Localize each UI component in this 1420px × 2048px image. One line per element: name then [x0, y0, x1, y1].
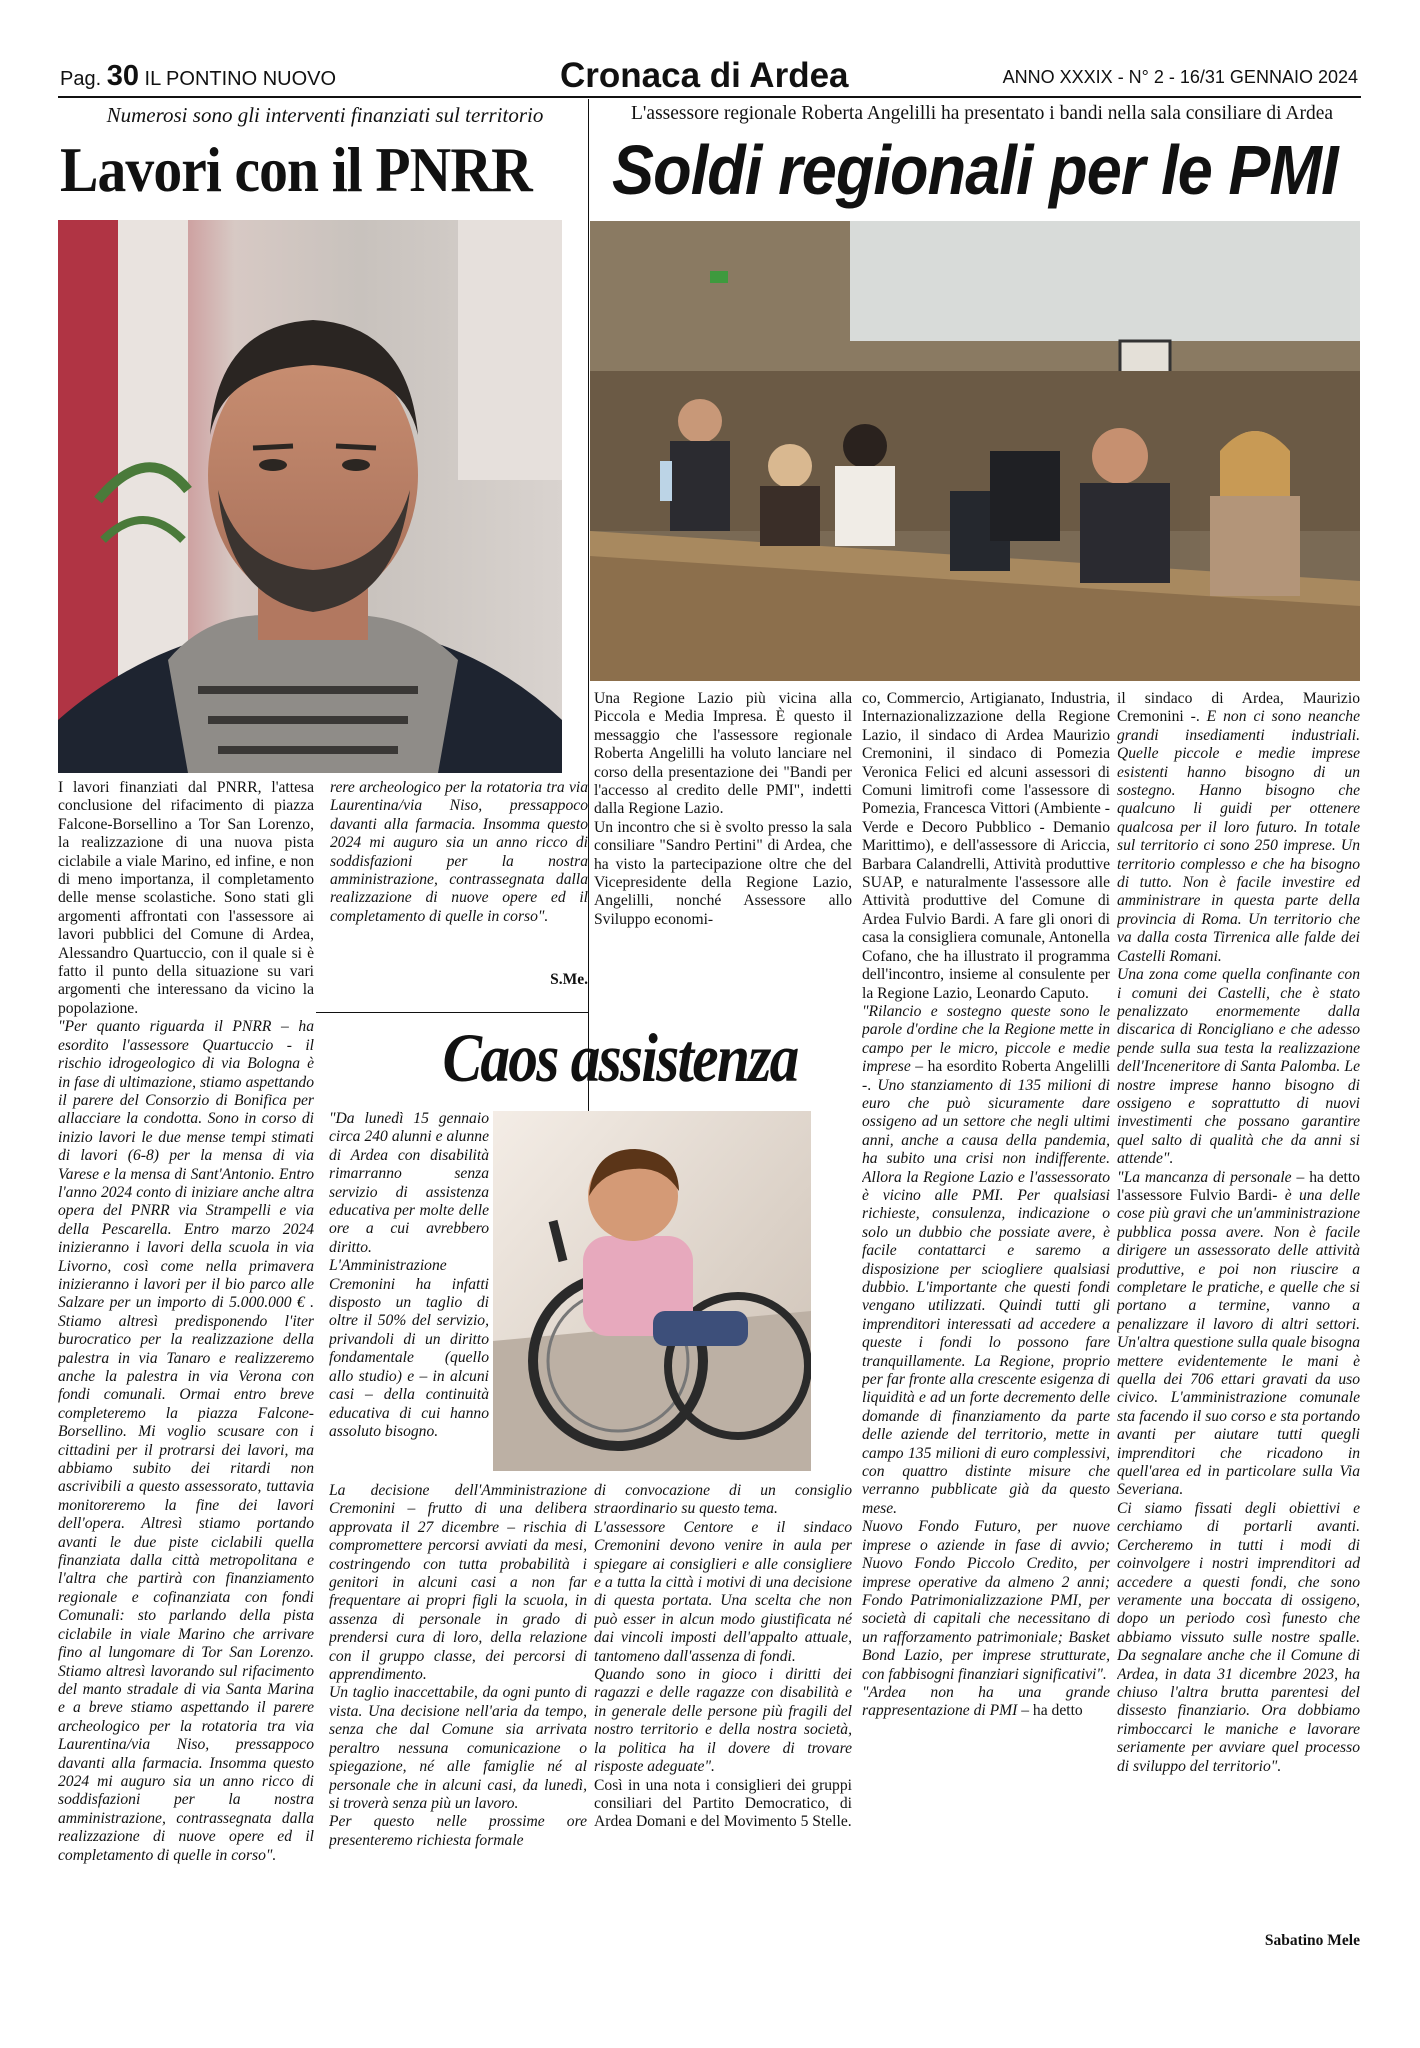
left-article-col-2	[330, 779, 588, 969]
caos-paragraph-4: Per questo nelle prossime ore presenteremo richiesta formale	[329, 1813, 587, 1849]
caos-title: Caos assistenza	[442, 1020, 798, 1096]
left-article-title: Lavori con il PNRR	[60, 134, 532, 205]
meeting-photo	[590, 221, 1360, 681]
left-article-quote: "Per quanto riguarda il PNRR – ha esordito l'assessore Quartuccio - il rischio idrogeologico di via Bologna è in fase di ultimazione, stiamo aspettando il parere del Consorzio di Bonifica per allacciare la condotta. Sono in corso di inizio lavori le due mense tempi stimati di lavori (6-8) per la mensa di via Varese e la mensa di Sant'Antonio. Entro l'anno 2024 conto di iniziare anche altra opera del PNRR via Strampelli e via della Pescarella. Entro marzo 2024 inizieranno i lavori della scuola in via Livorno, così come nella primavera inizieranno i lavori per il bio parco alle Salzare per un importo di 5.000.000 € . Stiamo altresì predisponendo l'iter burocratico per la realizzazione della palestra in via Tanaro e realizzeremo anche la palestra in via Verona con fondi comunali. Ormai entro breve completeremo la piazza Falcone-Borsellino. Mi voglio scusare con i cittadini per il protrarsi dei lavori, ma abbiamo subito dei ritardi non ascrivibili a questo assessorato, tuttavia monitoreremo la fine dei lavori dell'opera. Altresì stiamo portando avanti le due piste ciclabili quella finanziata dalla città metropolitana e l'altra che partirà con finanziamento regionale e cofinanziata con fondi Comunali: sto parlando della pista ciclabile in viale Marino che arrivare fino al lungomare di Tor San Lorenzo. Stiamo altresì lavorando sul rifacimento del manto stradale di via Santa Marina e a breve stiamo aspettando il parere archeologico per la rotatoria tra via Laurentina/via Niso, pressappoco davanti alla farmacia. Insomma questo 2024 mi auguro sia un anno ricco di soddisfazioni per la nostra amministrazione, contrassegnata dalla realizzazione di nuove opere ed il completamento di quelle in corso".	[58, 1018, 314, 1864]
issue-info: ANNO XXXIX - N° 2 - 16/31 GENNAIO 2024	[1002, 67, 1358, 87]
mayor-quote: E non ci sono neanche grandi insediamenti industriali. Quelle piccole e medie imprese esistenti hanno bisogno di un sostegno. Hanno bisogno che qualcuno li guidi per ottenere qualcosa per il loro futuro. In totale sul territorio ci sono 250 imprese. Un territorio complesso e che ha bisogno di tutto. Non è facile investire ed amministrare in questa parte della provincia di Roma. Un territorio che va dalla costa Tirrenica alle falde dei Castelli Romani.	[1117, 708, 1360, 965]
page-label: Pag.	[60, 68, 102, 90]
section-title: Cronaca di Ardea	[560, 56, 849, 95]
page-number-value: 30	[106, 60, 139, 92]
right-article-col-1	[594, 690, 852, 1022]
page-number	[60, 60, 336, 93]
right-article-intro: Una Regione Lazio più vicina alla Piccola e Media Impresa. È questo il messaggio che l'assessore regionale Roberta Angelilli ha voluto lanciare nel corso della presentazione dei "Bandi per l'accesso al credito delle PMI", indetti dalla Regione Lazio.	[594, 690, 852, 818]
left-article-signature: S.Me.	[550, 971, 588, 988]
header-rule	[58, 96, 1361, 98]
right-article-para-8: Una zona come quella confinante con i comuni dei Castelli, che è stato penalizzato enormemente dalla discarica di Roncigliano e che adesso pende sulla sua testa la realizzazione dell'Inceneritore di Santa Palomba. Le nostre imprese hanno bisogno di ossigeno e soprattutto di nuovi investimenti che possano garantire quel salto di qualità che da anni si attende".	[1117, 966, 1360, 1168]
right-article-para-10: Ci siamo fissati degli obiettivi e cerchiamo di portarli avanti. Cercheremo in tutti i modi di coinvolgere i nostri imprenditori ad accedere a questi fondi, che sono veramente una boccata di ossigeno, dopo un periodo così funesto che abbiamo vissuto sulle nostre spalle. Da segnalare anche che il Comune di Ardea, in data 31 dicembre 2023, ha chiuso l'altra brutta parentesi del dissesto finanziario. Ora dobbiamo rimboccarci le maniche e lavorare seriamente per avviare quel processo di sviluppo del territorio".	[1117, 1499, 1360, 1775]
caos-paragraph-7: Quando sono in gioco i diritti dei ragazzi e delle ragazze con disabilità e in generale delle persone più fragili del nostro territorio e della nostra società, la politica ha il dovere di trovare risposte adeguate".	[594, 1666, 852, 1776]
caos-paragraph-6: L'assessore Centore e il sindaco Cremonini devono venire in aula per spiegare ai consiglieri e alle consigliere e a tutta la città i motivi di una decisione di questa portata. Una scelta che non può esser in alcun modo giustificata né dai vincoli imposti dell'appalto attuale, tantomeno dall'assenza di fondi.	[594, 1518, 852, 1665]
bardi-attribution: ha detto l'assessore Fulvio Bardi-	[1117, 1168, 1360, 1204]
angelilli-quote: Uno stanziamento di 135 milioni di euro che può sicuramente dare ossigeno ad un settore che negli ultimi anni, anche a causa della pandemia, ha subito una crisi non indifferente. Allora la Regione Lazio e l'assessorato è vicino alle PMI. Per qualsiasi richieste, consulenza, indicazione o solo un dubbio che possiate avere, è facile contattarci e saremo a disposizione per sciogliere qualsiasi dubbio. L'importante che questi fondi vengano utilizzati. Quindi tutti gli imprenditori interessati ad accedere a queste i fondi lo possono fare tranquillamente. La Regione, proprio per far fronte alla crescente esigenza di liquidità e ad un forte decremento delle domande di finanziamento da parte delle aziende del territorio, mette in campo 135 milioni di euro complessivi, con quattro distinte misure che verranno pubblicate già da questo mese.	[862, 1076, 1110, 1517]
caos-box-rule	[316, 1012, 588, 1013]
caos-paragraph-1: "Da lunedì 15 gennaio circa 240 alunni e alunne di Ardea con disabilità rimarranno senza servizio di assistenza educativa per molte delle ore a cui avrebbero diritto. L'Amministrazione Cremonini ha infatti disposto un taglio di oltre il 50% del servizio, privandoli di un diritto fondamentale (quello allo studio) e – in alcuni casi – della continuità educativa di cui hanno assoluto bisogno.	[329, 1110, 489, 1440]
caos-paragraph-2: La decisione dell'Amministrazione Cremonini – frutto di una delibera approvata il 27 dicembre – rischia di compromettere percorsi avviati da mesi, costringendo con tutta probabilità i genitori in alcuni casi a non far frequentare ai propri figli la scuola, in assenza di personale in grado di prendersi cura di loro, della relazione con il gruppo classe, dei percorsi di apprendimento.	[329, 1482, 587, 1684]
angelilli-quote-start: "Rilancio e sostegno queste sono le parole d'ordine che la Regione mette in campo per le micro, piccole e medie imprese –	[862, 1002, 1110, 1076]
right-article-para-2: Un incontro che si è svolto presso la sala consiliare "Sandro Pertini" di Ardea, che ha visto la partecipazione oltre che del Vicepresidente della Regione Lazio, Angelilli, nonché Assessore allo Sviluppo economi-	[594, 818, 852, 928]
caos-paragraph-8: Così in una nota i consiglieri dei gruppi consiliari del Partito Democratico, di Ardea Domani e del Movimento 5 Stelle.	[594, 1776, 852, 1831]
caos-paragraph-5: di convocazione di un consiglio straordinario su questo tema.	[594, 1482, 852, 1518]
left-article-col-1	[58, 779, 314, 2048]
right-article-col-3	[1117, 690, 1360, 1924]
caos-paragraph-3: Un taglio inaccettabile, da ogni punto di vista. Una decisione nell'aria da tempo, senza che dal Comune sia arrivata peraltro nessuna comunicazione o spiegazione, né alle famiglie né al personale che in alcuni casi, da lunedì, si troverà senza più un lavoro.	[329, 1684, 587, 1812]
left-article-kicker: Numerosi sono gli interventi finanziati sul territorio	[106, 103, 544, 127]
newspaper-name: IL PONTINO NUOVO	[144, 68, 337, 90]
right-article-para-6	[862, 1684, 1110, 1721]
left-article-intro: I lavori finanziati dal PNRR, l'attesa conclusione del rifacimento di piazza Falcone-Borsellino a Tor San Lorenzo, la realizzazione di una nuova pista ciclabile a viale Marino, ed infine, e non di meno importanza, il completamento delle mense scolastiche. Sono stati gli argomenti affrontati con l'assessore ai lavori pubblici del Comune di Ardea, Alessandro Quartuccio, con il quale si è fatto il punto della situazione su vari argomenti che interessano da vicino la popolazione.	[58, 779, 314, 1017]
right-article-signature: Sabatino Mele	[1264, 1932, 1360, 1949]
bardi-quote: è una delle cose più gravi che un'amministrazione pubblica possa avere. Non è facile dirigere un assessorato delle attività produttive, e poi non riuscire a completare le pratiche, e quelle che si portano a termine, vanno a penalizzare il lavoro di altri settori. Un'altra questione sulla quale bisogna mettere evidentemente le mani è quella dei 706 ettari gravati da uso civico. L'amministrazione comunale sta facendo il suo corso e sta portando avanti per aiutare tutti quegli imprenditori che ricadono in quell'area ed in particolare sulla Via Severiana.	[1117, 1186, 1360, 1499]
caos-col-1-top	[329, 1110, 489, 1478]
caos-col-1-bottom	[329, 1482, 587, 1964]
right-article-para-5: Nuovo Fondo Futuro, per nuove imprese o aziende in fase di avvio; Nuovo Fondo Piccolo Credito, per imprese operative da almeno 2 anni; Fondo Patrimonializzazione PMI, per società di capitali che necessitano di un rafforzamento patrimoniale; Basket Bond Lazio, per imprese strutturate, con fabbisogni finanziari significativi".	[862, 1518, 1110, 1683]
right-article-title: Soldi regionali per le PMI	[612, 131, 1338, 209]
right-article-para-3: co, Commercio, Artigianato, Industria, Internazionalizzazione della Regione Lazio, il sindaco di Ardea Maurizio Cremonini, il sindaco di Pomezia Veronica Felici ed alcuni assessori di Comuni limitrofi come l'assessore di Pomezia, Francesca Vittori (Ambiente - Verde e Decoro Pubblico - Demanio Marittimo), e dell'assessore di Ariccia, Barbara Calandrelli, Attività produttive SUAP, e naturalmente l'assessore alle Attività produttive del Comune di Ardea Fulvio Bardi. A fare gli onori di casa la consigliera comunale, Antonella Cofano, che ha illustrato il programma dell'incontro, insieme al consulente per la Regione Lazio, Leonardo Caputo.	[862, 690, 1110, 1002]
portrait-photo	[58, 220, 562, 773]
ardea-attribution: ha detto	[1029, 1702, 1083, 1720]
right-article-col-2	[862, 690, 1110, 1960]
mayor-attribution: il sindaco di Ardea, Maurizio Cremonini -.	[1117, 690, 1360, 726]
left-article-quote-end: rere archeologico per la rotatoria tra via Laurentina/via Niso, pressappoco davanti alla farmacia. Insomma questo 2024 mi auguro sia un anno ricco di soddisfazioni per la nostra amministrazione, contrassegnata dalla realizzazione di nuove opere ed il completamento di quelle in corso".	[330, 779, 588, 925]
right-article-para-9	[1117, 1169, 1360, 1500]
wheelchair-photo	[493, 1111, 811, 1471]
caos-col-2	[594, 1482, 852, 1964]
right-article-para-7	[1117, 690, 1360, 966]
bardi-quote-start: "La mancanza di personale –	[1117, 1168, 1305, 1186]
ardea-quote-start: "Ardea non ha una grande rappresentazione di PMI –	[862, 1683, 1110, 1720]
right-article-kicker: L'assessore regionale Roberta Angelilli ha presentato i bandi nella sala consiliare di Ardea	[630, 103, 1334, 124]
angelilli-attribution: ha esordito Roberta Angelilli -.	[862, 1058, 1110, 1094]
right-article-para-4	[862, 1003, 1110, 1518]
